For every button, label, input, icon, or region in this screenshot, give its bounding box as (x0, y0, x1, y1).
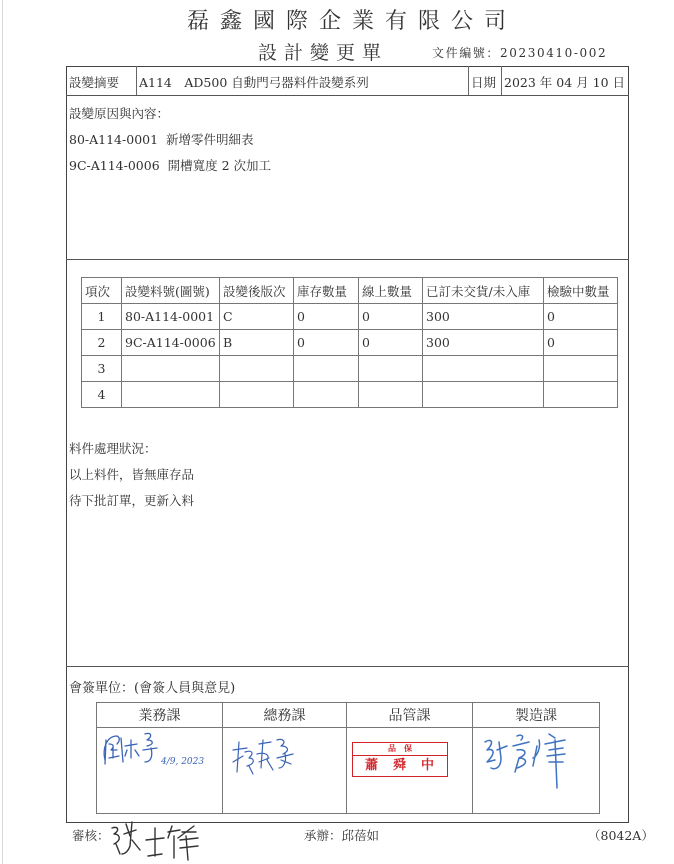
cell-stock-qty: 0 (294, 330, 359, 356)
manufacturing-handwritten-signature (473, 728, 598, 798)
column-header-revision: 設變後版次 (220, 278, 294, 304)
cell-inspection-qty: 0 (544, 304, 618, 330)
quality-control-signature-cell (347, 728, 473, 814)
sales-signature-cell (97, 728, 223, 814)
reason-title: 設變原因與內容： (69, 106, 170, 121)
column-header-ordered-not-delivered: 已訂未交貨/未入庫 (423, 278, 544, 304)
handler-field (304, 826, 379, 844)
date-label-left-divider (468, 66, 469, 95)
cell-ordered-qty (423, 356, 544, 382)
handler-name: 邱蓓如 (341, 828, 380, 843)
countersign-header-row (97, 703, 600, 728)
document-number-label: 文件編號： (432, 46, 501, 60)
cell-revision: C (220, 304, 294, 330)
cell-stock-qty (294, 382, 359, 408)
cell-revision (220, 356, 294, 382)
summary-value: A114 AD500 自動門弓器料件設變系列 (139, 75, 369, 90)
table-row (82, 356, 618, 382)
cell-part-number (122, 382, 220, 408)
cell-inspection-qty: 0 (544, 330, 618, 356)
cell-inspection-qty (544, 356, 618, 382)
handler-label: 承辦： (304, 828, 342, 843)
column-header-stock-qty: 庫存數量 (294, 278, 359, 304)
cell-part-number (122, 356, 220, 382)
reason-line: 80-A114-0001 新增零件明細表 (69, 132, 254, 147)
summary-row-divider (66, 95, 629, 96)
reason-section-divider (66, 259, 629, 260)
dept-sales: 業務課 (97, 703, 223, 728)
company-name: 磊鑫國際企業有限公司 (186, 9, 517, 34)
dept-general-affairs: 總務課 (223, 703, 347, 728)
form-title: 設計變更單 (258, 42, 389, 64)
cell-online-qty: 0 (359, 304, 423, 330)
cell-ordered-qty: 300 (423, 304, 544, 330)
cell-online-qty (359, 382, 423, 408)
countersign-signature-row (97, 728, 600, 814)
cell-revision (220, 382, 294, 408)
cell-part-number: 9C-A114-0006 (122, 330, 220, 356)
sales-handwritten-signature (97, 728, 221, 788)
cell-online-qty: 0 (359, 330, 423, 356)
dept-manufacturing: 製造課 (473, 703, 600, 728)
column-header-online-qty: 線上數量 (359, 278, 423, 304)
general-affairs-handwritten-signature (223, 728, 345, 788)
column-header-item-no: 項次 (82, 278, 122, 304)
cell-item-no: 3 (82, 356, 122, 382)
material-status-line: 待下批訂單，更新入料 (69, 493, 195, 508)
reviewer-handwritten-signature (108, 818, 208, 862)
date-label: 日期 (471, 75, 497, 90)
general-affairs-signature-cell (223, 728, 347, 814)
document-number (432, 44, 607, 61)
cell-ordered-qty (423, 382, 544, 408)
cell-stock-qty: 0 (294, 304, 359, 330)
scan-edge-line (2, 0, 3, 864)
table-row (82, 304, 618, 330)
cell-stock-qty (294, 356, 359, 382)
countersign-table (96, 702, 600, 814)
material-section-divider (66, 666, 629, 667)
table-row (82, 382, 618, 408)
cell-online-qty (359, 356, 423, 382)
table-row (82, 330, 618, 356)
date-value: 2023 年 04 月 10 日 (504, 75, 625, 90)
cell-revision: B (220, 330, 294, 356)
material-status-title: 料件處理狀況： (69, 441, 157, 456)
summary-label-divider (136, 66, 137, 95)
cell-ordered-qty: 300 (423, 330, 544, 356)
dept-quality-control: 品管課 (347, 703, 473, 728)
sales-signature-date: 4/9, 2023 (161, 757, 205, 767)
cell-item-no: 1 (82, 304, 122, 330)
review-label: 審核： (72, 828, 110, 843)
cell-item-no: 4 (82, 382, 122, 408)
summary-label: 設變摘要 (69, 75, 120, 90)
document-number-value: 20230410-002 (500, 46, 608, 60)
qc-approval-stamp (352, 742, 448, 777)
items-table (81, 277, 618, 408)
material-status-line: 以上料件，皆無庫存品 (69, 467, 195, 482)
manufacturing-signature-cell (473, 728, 600, 814)
column-header-part-number: 設變料號(圖號) (122, 278, 220, 304)
column-header-inspection-qty: 檢驗中數量 (544, 278, 618, 304)
countersign-title: 會簽單位：(會簽人員與意見) (69, 681, 236, 696)
items-table-header-row (82, 278, 618, 304)
qc-stamp-name: 蕭 舜 中 (364, 758, 435, 773)
qc-stamp-department: 品 保 (353, 743, 447, 756)
cell-part-number: 80-A114-0001 (122, 304, 220, 330)
date-label-right-divider (501, 66, 502, 95)
form-code: （8042A） (588, 828, 654, 843)
reason-line: 9C-A114-0006 開槽寬度 2 次加工 (69, 158, 272, 173)
cell-inspection-qty (544, 382, 618, 408)
cell-item-no: 2 (82, 330, 122, 356)
